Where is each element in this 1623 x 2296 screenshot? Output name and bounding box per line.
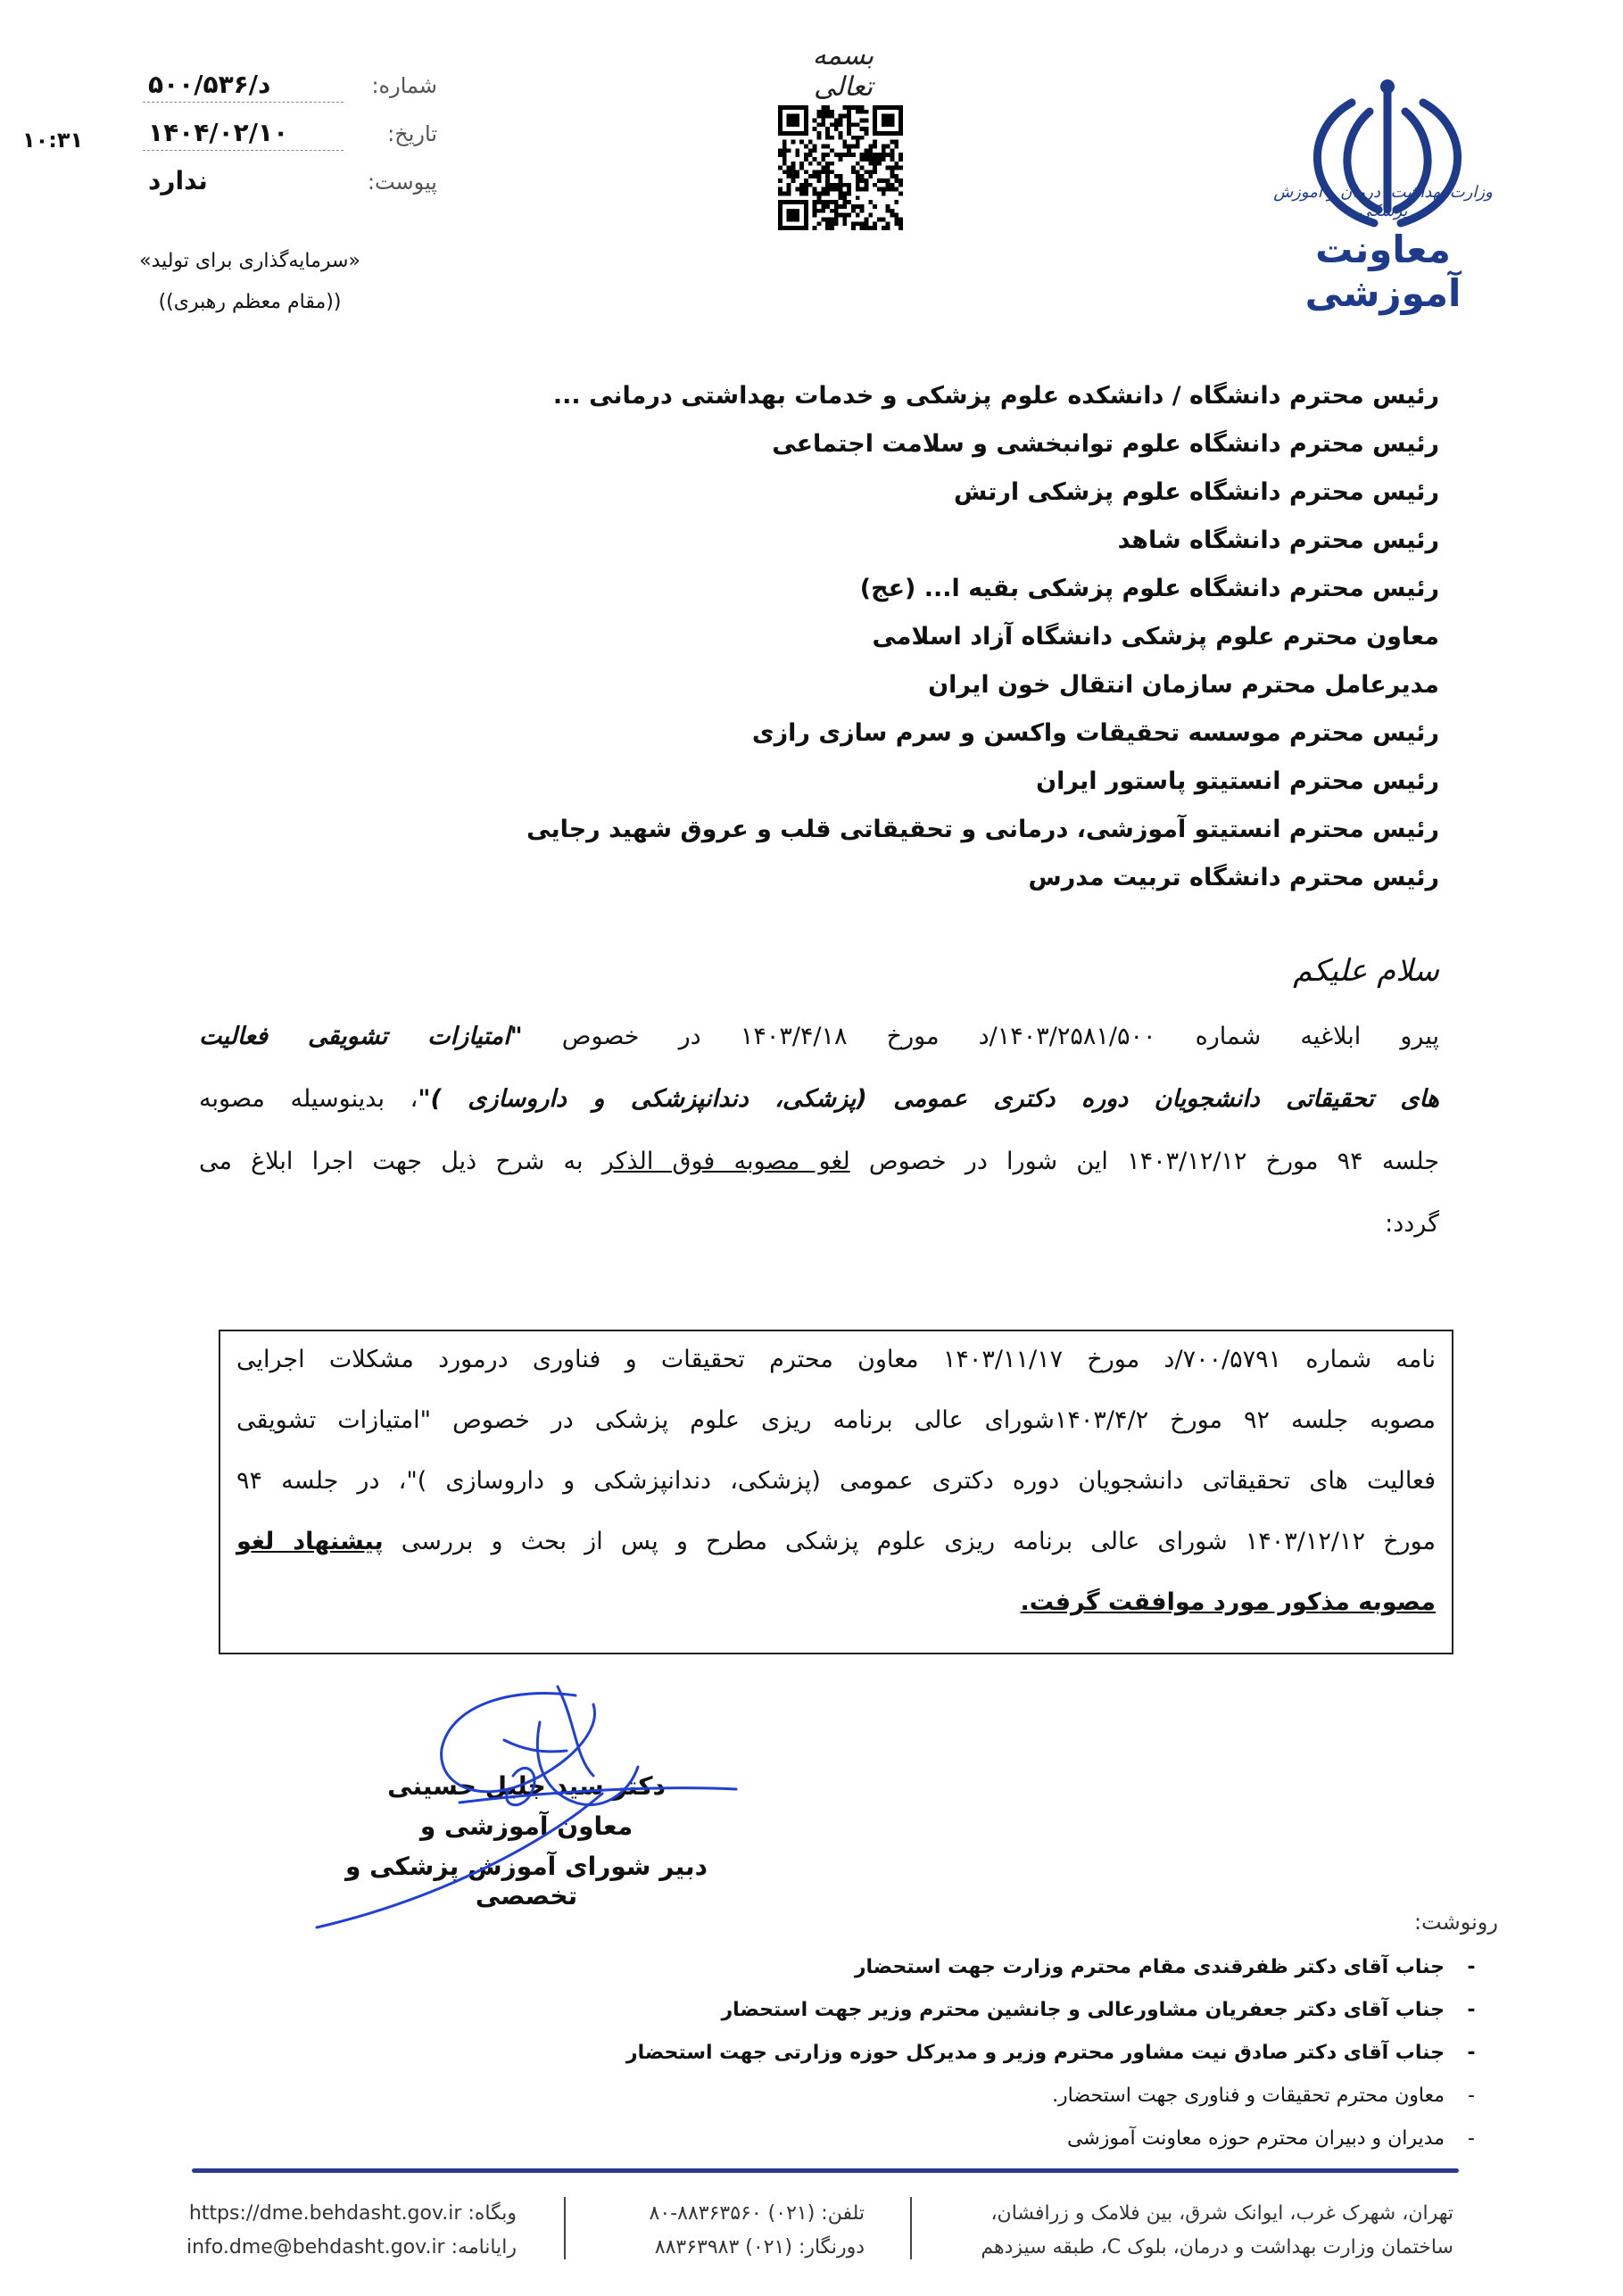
slogan <box>125 241 375 323</box>
cc-dash: - <box>1467 1999 1476 2021</box>
greeting: سلام علیکم <box>1293 953 1439 989</box>
body-line-4: گردد: <box>1385 1210 1439 1238</box>
signer-name: دکتر سید جلیل حسینی <box>387 1771 666 1801</box>
cc-item-text: مدیران و دبیران محترم حوزه معاونت آموزشی <box>1066 2127 1445 2150</box>
footer-email-label: رایانامه: <box>451 2236 517 2259</box>
slogan-line-2: ((مقام معظم رهبری)) <box>158 291 342 313</box>
cc-item <box>855 1956 1498 1978</box>
box-line-2: مصوبه جلسه ۹۲ مورخ ۱۴۰۳/۴/۲شورای عالی برنامه ریزی علوم پزشکی در خصوص "امتیازات تشویقی <box>236 1406 1437 1434</box>
body-line-1 <box>199 1019 1439 1055</box>
signer-title-2: دبیر شورای آموزش پزشکی و تخصصی <box>345 1852 708 1911</box>
addressee: رئیس محترم موسسه تحقیقات واکسن و سرم سازی رازی <box>751 719 1439 747</box>
addressee: رئیس محترم انستیتو پاستور ایران <box>1036 767 1439 795</box>
letter-attachment-value: ندارد <box>148 166 208 195</box>
cc-item-text: جناب آقای دکتر صادق نیت مشاور محترم وزیر و مدیرکل حوزه وزارتی جهت استحضار <box>625 2042 1445 2064</box>
footer-email-link[interactable]: info.dme@behdasht.gov.ir <box>186 2236 445 2259</box>
body-text-underlined: لغو مصوبه فوق الذکر <box>601 1148 850 1175</box>
footer-phone-label: تلفن: <box>821 2202 865 2225</box>
addressee: رئیس محترم دانشگاه علوم توانبخشی و سلامت اجتماعی <box>772 430 1439 458</box>
body-text: ، بدینوسیله مصوبه <box>199 1085 418 1113</box>
addressee: رئیس محترم دانشگاه علوم پزشکی ارتش <box>954 478 1439 506</box>
footer-web-label: وبگاه: <box>468 2202 517 2225</box>
resolution-box <box>219 1330 1453 1654</box>
footer-web-link[interactable]: https://dme.behdasht.gov.ir <box>188 2202 462 2225</box>
body-line-2 <box>199 1082 1439 1117</box>
cc-label: رونوشت: <box>1413 1910 1498 1935</box>
ministry-name: وزارت بهداشت، درمان و آموزش پزشکی <box>1273 183 1493 220</box>
cc-item <box>626 2042 1498 2064</box>
box-line-3: فعالیت های تحقیقاتی دانشجویان دوره دکتری عمومی (پزشکی، دندانپزشکی و داروسازی )"، در جلسه ۹۴ <box>236 1467 1436 1495</box>
cc-item-text: جناب آقای دکتر ظفرقندی مقام محترم وزارت جهت استحضار <box>854 1956 1445 1978</box>
footer-divider <box>192 2168 1459 2173</box>
footer-phone <box>650 2202 865 2225</box>
box-text-emphasis: پیشنهاد لغو <box>236 1528 384 1555</box>
qr-code-icon <box>774 105 907 230</box>
letter-date-row <box>143 118 437 153</box>
letter-number-label: شماره: <box>371 73 437 98</box>
cc-item <box>1052 2085 1498 2107</box>
footer-separator <box>910 2197 912 2259</box>
addressee: رئیس محترم انستیتو آموزشی، درمانی و تحقیقاتی قلب و عروق شهید رجایی <box>526 816 1439 843</box>
letter-number-row <box>143 70 437 105</box>
footer-address-1: تهران، شهرک غرب، ایوانک شرق، بین فلامک و زرافشان، <box>990 2202 1453 2225</box>
footer-fax-value: (۰۲۱) ۸۸۳۶۳۹۸۳ <box>654 2236 792 2259</box>
letter-date-value: ۱۴۰۴/۰۲/۱۰ <box>143 118 344 151</box>
body-text-emphasis: "امتیازات تشویقی فعالیت <box>199 1023 523 1050</box>
letter-attachment-row <box>143 166 437 202</box>
body-text: پیرو ابلاغیه شماره ۱۴۰۳/۲۵۸۱/۵۰۰/د مورخ ۱۴۰۳/۴/۱۸ در خصوص <box>522 1023 1439 1050</box>
footer-fax <box>655 2236 865 2259</box>
cc-item <box>722 1999 1498 2021</box>
letter-number-value: د/۵۰۰/۵۳۶ <box>143 70 344 103</box>
body-text-emphasis: های تحقیقاتی دانشجویان دوره دکتری عمومی (پزشکی، دندانپزشکی و داروسازی )" <box>418 1085 1439 1113</box>
body-text: جلسه ۹۴ مورخ ۱۴۰۳/۱۲/۱۲ این شورا در خصوص <box>849 1148 1440 1175</box>
cc-item <box>1067 2127 1498 2150</box>
footer-phone-value: (۰۲۱) ۸۸۳۶۳۵۶۰-۸۰ <box>649 2202 816 2225</box>
addressee: مدیرعامل محترم سازمان انتقال خون ایران <box>928 671 1439 699</box>
body-line-3 <box>199 1144 1439 1180</box>
basmala: بسمه تعالی <box>812 40 874 103</box>
footer-address-2: ساختمان وزارت بهداشت و درمان، بلوک C، طبقه سیزدهم <box>981 2236 1453 2259</box>
addressee: رئیس محترم دانشگاه تربیت مدرس <box>1028 864 1439 891</box>
addressee: رئیس محترم دانشگاه علوم پزشکی بقیه ا... (عج) <box>859 575 1439 602</box>
footer-web <box>189 2202 517 2225</box>
box-line-5: مصوبه مذکور مورد موافقت گرفت. <box>1020 1588 1436 1616</box>
box-line-4 <box>236 1524 1436 1560</box>
handwritten-signature-icon <box>308 1669 754 1936</box>
cc-dash: - <box>1468 2127 1475 2150</box>
footer-email <box>186 2236 517 2259</box>
addressee: رئیس محترم دانشگاه / دانشکده علوم پزشکی و خدمات بهداشتی درمانی ... <box>552 382 1439 410</box>
signer-title-1: معاون آموزشی و <box>419 1811 633 1841</box>
slogan-line-1: «سرمایه‌گذاری برای تولید» <box>139 250 360 272</box>
cc-dash: - <box>1467 2042 1476 2064</box>
box-line-1: نامه شماره ۷۰۰/۵۷۹۱/د مورخ ۱۴۰۳/۱۱/۱۷ معاون محترم تحقیقات و فناوری درمورد مشکلات اجرایی <box>236 1346 1436 1373</box>
letter-time: ۱۰:۳۱ <box>22 128 84 153</box>
addressee: رئیس محترم دانشگاه شاهد <box>1117 526 1439 554</box>
cc-item-text: معاون محترم تحقیقات و فناوری جهت استحضار. <box>1052 2085 1445 2107</box>
addressee: معاون محترم علوم پزشکی دانشگاه آزاد اسلامی <box>872 623 1439 651</box>
letter-attachment-label: پیوست: <box>367 170 437 195</box>
cc-dash: - <box>1468 2085 1475 2107</box>
box-text: مورخ ۱۴۰۳/۱۲/۱۲ شورای عالی برنامه ریزی علوم پزشکی مطرح و پس از بحث و بررسی <box>383 1528 1436 1555</box>
cc-item-text: جناب آقای دکتر جعفریان مشاورعالی و جانشین محترم وزیر جهت استحضار <box>721 1999 1445 2021</box>
footer-separator <box>564 2197 566 2259</box>
deputy-name: معاونت آموزشی <box>1304 228 1462 315</box>
footer-fax-label: دورنگار: <box>798 2236 865 2259</box>
cc-dash: - <box>1467 1956 1476 1978</box>
body-text: به شرح ذیل جهت اجرا ابلاغ می <box>199 1148 602 1175</box>
letter-date-label: تاریخ: <box>387 121 437 146</box>
